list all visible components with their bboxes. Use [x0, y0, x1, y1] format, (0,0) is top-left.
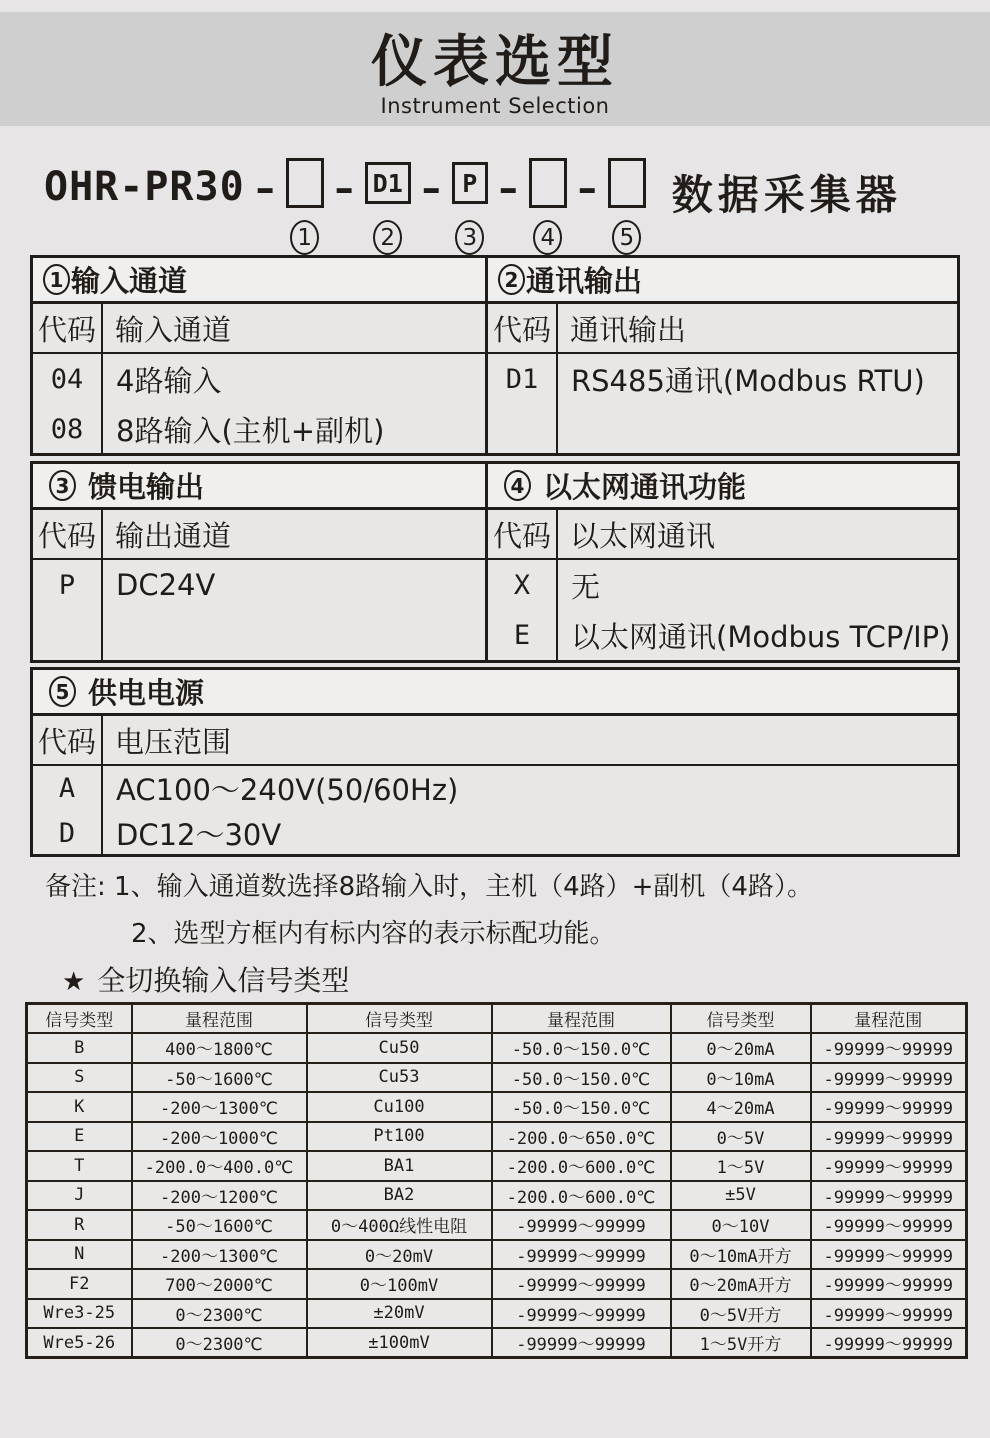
value-column — [558, 560, 957, 660]
signal-cell: -200～1200℃ — [132, 1181, 307, 1211]
model-marker-1: 1 — [290, 220, 319, 255]
signal-cell: -50.0～150.0℃ — [492, 1063, 671, 1093]
signal-table-head — [27, 1004, 967, 1034]
signal-cell: -99999～99999 — [492, 1210, 671, 1240]
signal-section-title: 全切换输入信号类型 — [97, 964, 350, 997]
signal-cell: -99999～99999 — [811, 1269, 967, 1299]
model-box-4 — [529, 158, 567, 208]
signal-column-header: 信号类型 — [27, 1004, 132, 1034]
signal-cell: 0～20mA开方 — [671, 1269, 811, 1299]
code-column — [33, 560, 103, 660]
value-header: 输入通道 — [115, 312, 232, 347]
signal-cell: ±5V — [671, 1181, 811, 1211]
dash-separator: – — [421, 166, 441, 210]
signal-cell: -200.0～600.0℃ — [492, 1151, 671, 1181]
title-banner — [0, 12, 990, 126]
signal-cell: K — [27, 1092, 132, 1122]
section-label: 输入通道 — [71, 264, 188, 298]
signal-cell: 1～5V开方 — [671, 1328, 811, 1358]
option-value: DC12～30V — [116, 818, 282, 852]
code-value: D1 — [505, 363, 539, 395]
page-subtitle: Instrument Selection — [380, 94, 610, 118]
signal-cell: ±100mV — [307, 1328, 492, 1358]
signal-column-header: 量程范围 — [492, 1004, 671, 1034]
signal-cell: 1～5V — [671, 1151, 811, 1181]
dash-separator: – — [255, 166, 275, 210]
signal-cell: -99999～99999 — [811, 1181, 967, 1211]
value-header: 通讯输出 — [570, 312, 687, 347]
signal-cell: E — [27, 1122, 132, 1152]
code-column — [488, 560, 558, 660]
signal-cell: ±20mV — [307, 1299, 492, 1329]
signal-cell: B — [27, 1033, 132, 1063]
signal-cell: 0～2300℃ — [132, 1328, 307, 1358]
table-power-supply — [33, 670, 957, 854]
option-value: 以太网通讯(Modbus TCP/IP) — [571, 619, 951, 654]
table-ethernet — [485, 464, 957, 660]
signal-cell: -200.0～400.0℃ — [132, 1151, 307, 1181]
option-value: AC100～240V(50/60Hz) — [116, 773, 459, 807]
signal-cell: 0～10V — [671, 1210, 811, 1240]
star-icon: ★ — [62, 967, 86, 997]
signal-cell: -99999～99999 — [811, 1210, 967, 1240]
signal-row — [27, 1328, 967, 1358]
signal-cell: Wre5-26 — [27, 1328, 132, 1358]
signal-cell: J — [27, 1181, 132, 1211]
signal-cell: Cu53 — [307, 1063, 492, 1093]
column-headers — [488, 304, 957, 354]
code-value: P — [58, 569, 76, 601]
signal-row — [27, 1151, 967, 1181]
option-value: RS485通讯(Modbus RTU) — [571, 363, 925, 398]
model-box-5 — [608, 158, 646, 208]
code-column — [488, 354, 558, 453]
section-title-4 — [488, 464, 957, 510]
signal-cell: F2 — [27, 1269, 132, 1299]
model-code-line — [44, 158, 902, 255]
code-column — [33, 766, 103, 856]
code-column — [33, 354, 103, 454]
signal-row — [27, 1122, 967, 1152]
signal-types-table — [25, 1002, 968, 1359]
code-header: 代码 — [488, 510, 558, 558]
value-header: 输出通道 — [115, 518, 232, 553]
table-feed-output — [33, 464, 485, 660]
signal-cell: -99999～99999 — [492, 1328, 671, 1358]
signal-cell: -99999～99999 — [811, 1063, 967, 1093]
signal-cell: -50～1600℃ — [132, 1063, 307, 1093]
model-slot-3 — [452, 158, 488, 255]
section-label: 通讯输出 — [526, 264, 643, 298]
signal-cell: -200.0～600.0℃ — [492, 1181, 671, 1211]
code-value: 04 — [50, 363, 84, 395]
option-tables-row-1 — [30, 255, 960, 456]
section-label: 供电电源 — [88, 676, 205, 710]
circled-number-1: 1 — [43, 264, 70, 295]
signal-cell: 0～100mV — [307, 1269, 492, 1299]
model-marker-4: 4 — [533, 220, 562, 255]
code-header: 代码 — [488, 304, 558, 352]
dash-separator: – — [498, 166, 518, 210]
table-comm-output — [485, 258, 957, 453]
code-value: D — [58, 818, 76, 849]
model-marker-5: 5 — [612, 220, 641, 255]
model-box-2: D1 — [365, 162, 411, 204]
model-product-name: 数据采集器 — [671, 171, 902, 219]
signal-column-header: 信号类型 — [671, 1004, 811, 1034]
signal-cell: 0～5V开方 — [671, 1299, 811, 1329]
signal-cell: -50.0～150.0℃ — [492, 1033, 671, 1063]
signal-row — [27, 1269, 967, 1299]
section-title-3 — [33, 464, 485, 510]
model-box-1 — [286, 158, 324, 208]
signal-table-body — [27, 1033, 967, 1358]
column-headers — [33, 304, 485, 354]
signal-cell: 0～2300℃ — [132, 1299, 307, 1329]
signal-cell: 700～2000℃ — [132, 1269, 307, 1299]
table-body — [33, 766, 957, 856]
signal-cell: Cu50 — [307, 1033, 492, 1063]
column-headers — [33, 716, 957, 766]
value-header: 电压范围 — [115, 724, 232, 759]
signal-cell: -99999～99999 — [492, 1299, 671, 1329]
model-slot-2 — [365, 158, 411, 255]
signal-cell: -200.0～650.0℃ — [492, 1122, 671, 1152]
signal-cell: -99999～99999 — [492, 1269, 671, 1299]
signal-row — [27, 1063, 967, 1093]
section-title-5 — [33, 670, 957, 716]
signal-cell: -99999～99999 — [811, 1328, 967, 1358]
value-column — [103, 766, 957, 856]
option-value: DC24V — [116, 568, 216, 602]
signal-cell: 0～5V — [671, 1122, 811, 1152]
dash-separator: – — [334, 166, 354, 210]
model-marker-2: 2 — [373, 220, 402, 255]
signal-cell: -200～1300℃ — [132, 1240, 307, 1270]
signal-column-header: 量程范围 — [811, 1004, 967, 1034]
circled-number-2: 2 — [498, 264, 525, 295]
value-column — [558, 354, 957, 453]
value-column — [103, 560, 485, 660]
table-input-channel — [33, 258, 485, 453]
section-label: 以太网通讯功能 — [543, 470, 747, 504]
section-title-2 — [488, 258, 957, 304]
option-tables-row-2 — [30, 461, 960, 663]
section-label: 馈电输出 — [88, 470, 205, 504]
signal-cell: N — [27, 1240, 132, 1270]
column-headers — [488, 510, 957, 560]
signal-cell: -50.0～150.0℃ — [492, 1092, 671, 1122]
page-title: 仪表选型 — [371, 30, 619, 95]
signal-cell: 0～400Ω线性电阻 — [307, 1210, 492, 1240]
signal-cell: -99999～99999 — [492, 1240, 671, 1270]
option-value: 8路输入(主机+副机) — [116, 413, 385, 448]
signal-cell: BA2 — [307, 1181, 492, 1211]
column-headers — [33, 510, 485, 560]
model-slot-4 — [529, 158, 567, 255]
model-prefix: OHR-PR30 — [44, 164, 245, 210]
circled-number-5: 5 — [49, 676, 76, 707]
signal-cell: 0～10mA开方 — [671, 1240, 811, 1270]
dash-separator: – — [577, 166, 597, 210]
remark-line-2: 2、选型方框内有标内容的表示标配功能。 — [131, 919, 616, 949]
signal-row — [27, 1210, 967, 1240]
signal-row — [27, 1092, 967, 1122]
table-body — [488, 354, 957, 453]
table-body — [488, 560, 957, 660]
value-column — [103, 354, 485, 454]
signal-cell: -200～1300℃ — [132, 1092, 307, 1122]
signal-cell: -99999～99999 — [811, 1033, 967, 1063]
remark-line-1: 备注: 1、输入通道数选择8路输入时，主机（4路）+副机（4路）。 — [45, 872, 813, 902]
table-body — [33, 560, 485, 660]
model-marker-3: 3 — [455, 220, 484, 255]
signal-cell: 0～20mA — [671, 1033, 811, 1063]
circled-number-3: 3 — [49, 470, 76, 501]
signal-cell: -99999～99999 — [811, 1092, 967, 1122]
signal-cell: BA1 — [307, 1151, 492, 1181]
table-body — [33, 354, 485, 454]
code-value: 08 — [50, 413, 84, 445]
signal-row — [27, 1240, 967, 1270]
signal-cell: S — [27, 1063, 132, 1093]
code-value: X — [513, 569, 531, 601]
model-slot-1 — [286, 158, 324, 255]
signal-cell: 0～10mA — [671, 1063, 811, 1093]
signal-row — [27, 1181, 967, 1211]
option-tables-row-3 — [30, 667, 960, 857]
signal-section-heading — [62, 959, 349, 999]
code-value: E — [513, 619, 531, 651]
signal-cell: 0～20mV — [307, 1240, 492, 1270]
signal-cell: Wre3-25 — [27, 1299, 132, 1329]
signal-cell: 400～1800℃ — [132, 1033, 307, 1063]
code-header: 代码 — [33, 716, 103, 764]
option-value: 4路输入 — [116, 363, 222, 398]
signal-row — [27, 1299, 967, 1329]
signal-header-row — [27, 1004, 967, 1034]
section-title-1 — [33, 258, 485, 304]
circled-number-4: 4 — [504, 470, 531, 501]
value-header: 以太网通讯 — [570, 518, 716, 553]
signal-cell: 4～20mA — [671, 1092, 811, 1122]
signal-column-header: 量程范围 — [132, 1004, 307, 1034]
signal-cell: -50～1600℃ — [132, 1210, 307, 1240]
signal-cell: -99999～99999 — [811, 1151, 967, 1181]
signal-cell: T — [27, 1151, 132, 1181]
model-slot-5 — [608, 158, 646, 255]
model-box-3: P — [452, 162, 488, 204]
code-header: 代码 — [33, 304, 103, 352]
signal-column-header: 信号类型 — [307, 1004, 492, 1034]
signal-cell: Pt100 — [307, 1122, 492, 1152]
signal-cell: Cu100 — [307, 1092, 492, 1122]
signal-cell: -99999～99999 — [811, 1122, 967, 1152]
signal-cell: R — [27, 1210, 132, 1240]
signal-cell: -99999～99999 — [811, 1240, 967, 1270]
signal-cell: -200～1000℃ — [132, 1122, 307, 1152]
code-header: 代码 — [33, 510, 103, 558]
signal-cell: -99999～99999 — [811, 1299, 967, 1329]
code-value: A — [58, 773, 76, 804]
signal-row — [27, 1033, 967, 1063]
option-value: 无 — [571, 569, 601, 604]
